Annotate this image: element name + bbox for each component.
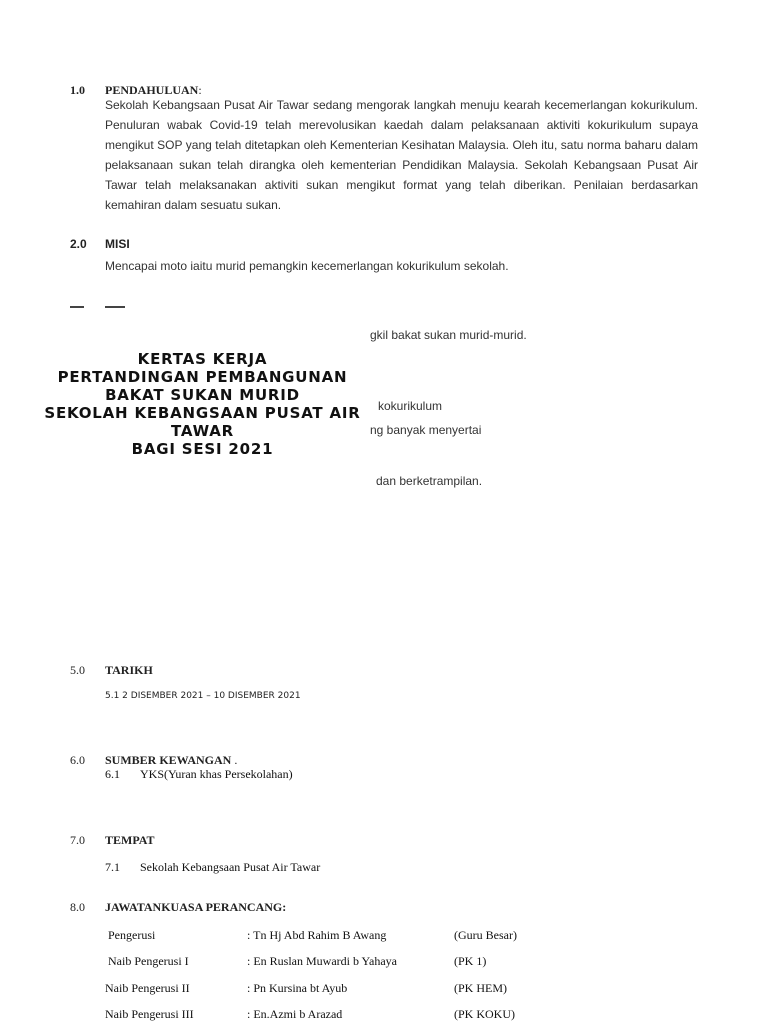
sumber-item-num: 6.1 — [105, 767, 120, 781]
section-title-tarikh: TARIKH — [105, 663, 153, 677]
committee-post: (PK 1) — [454, 954, 487, 968]
misi-text: Mencapai moto iaitu murid pemangkin kecemerlangan kokurikulum sekolah. — [105, 259, 509, 273]
committee-post: (PK HEM) — [454, 981, 507, 995]
committee-name: : Tn Hj Abd Rahim B Awang — [247, 928, 387, 942]
section-number-6: 6.0 — [70, 753, 85, 767]
committee-name: : En Ruslan Muwardi b Yahaya — [247, 954, 397, 968]
cover-line-4: SEKOLAH KEBANGSAAN PUSAT AIR — [44, 404, 361, 422]
sumber-kewangan-suffix: . — [231, 753, 238, 767]
cover-line-5: TAWAR — [170, 422, 235, 440]
cover-line-3: BAKAT SUKAN MURID — [105, 386, 300, 404]
section-title-jawatankuasa: JAWATANKUASA PERANCANG: — [105, 900, 287, 914]
section-number-5: 5.0 — [70, 663, 85, 677]
committee-role: Naib Pengerusi I — [108, 954, 189, 968]
section-title-misi: MISI — [105, 237, 130, 251]
pendahuluan-paragraph: Sekolah Kebangsaan Pusat Air Tawar sedang mengorak langkah menuju kearah kecemerlangan kokurikulum. Penuluran wabak Covid-19 telah merevolusikan kaedah dalam pelaksanaan aktiviti kokurikulum supaya mengikut SOP yang telah ditetapkan oleh Kementerian Kesihatan Malaysia. Oleh itu, satu norma baharu dalam pelaksanaan sukan telah dirangka oleh kementerian Pendidikan Malaysia. Sekolah Kebangsaan Pusat Air Tawar telah melaksanakan aktiviti sukan mengikut format yang telah diberikan. Penilaian berdasarkan kemahiran dalam sesuatu sukan. — [105, 98, 698, 212]
tempat-item-num: 7.1 — [105, 860, 120, 874]
section-number-8: 8.0 — [70, 900, 85, 914]
cover-line-2: PERTANDINGAN PEMBANGUNAN — [57, 368, 348, 386]
tarikh-item: 5.1 2 DISEMBER 2021 – 10 DISEMBER 2021 — [105, 691, 301, 701]
committee-post: (Guru Besar) — [454, 928, 517, 942]
fragment-line-4: dan berketrampilan. — [376, 474, 483, 488]
section-number-7: 7.0 — [70, 833, 85, 847]
committee-name: : Pn Kursina bt Ayub — [247, 981, 348, 995]
cover-line-1: KERTAS KERJA — [137, 350, 268, 368]
cover-title — [40, 350, 365, 458]
cover-line-6: BAGI SESI 2021 — [131, 440, 274, 458]
committee-post: (PK KOKU) — [454, 1007, 515, 1021]
committee-role: Naib Pengerusi III — [105, 1007, 194, 1021]
section-title-sumber-kewangan — [105, 753, 237, 768]
section-number-1: 1.0 — [70, 83, 85, 97]
committee-name: : En.Azmi b Arazad — [247, 1007, 343, 1021]
fragment-line-3: ng banyak menyertai — [370, 423, 482, 437]
fragment-line-2: kokurikulum — [378, 399, 443, 413]
committee-role: Naib Pengerusi II — [105, 981, 190, 995]
section-number-2: 2.0 — [70, 237, 87, 251]
tempat-item-text: Sekolah Kebangsaan Pusat Air Tawar — [140, 860, 321, 874]
sumber-kewangan-title-text: SUMBER KEWANGAN — [105, 753, 232, 767]
fragment-line-1: gkil bakat sukan murid-murid. — [370, 328, 527, 342]
committee-role: Pengerusi — [108, 928, 156, 942]
section-title-tempat: TEMPAT — [105, 833, 155, 847]
sumber-item-text: YKS(Yuran khas Persekolahan) — [140, 767, 293, 781]
pendahuluan-title-text: PENDAHULUAN — [105, 83, 199, 97]
pendahuluan-colon: : — [198, 83, 202, 97]
